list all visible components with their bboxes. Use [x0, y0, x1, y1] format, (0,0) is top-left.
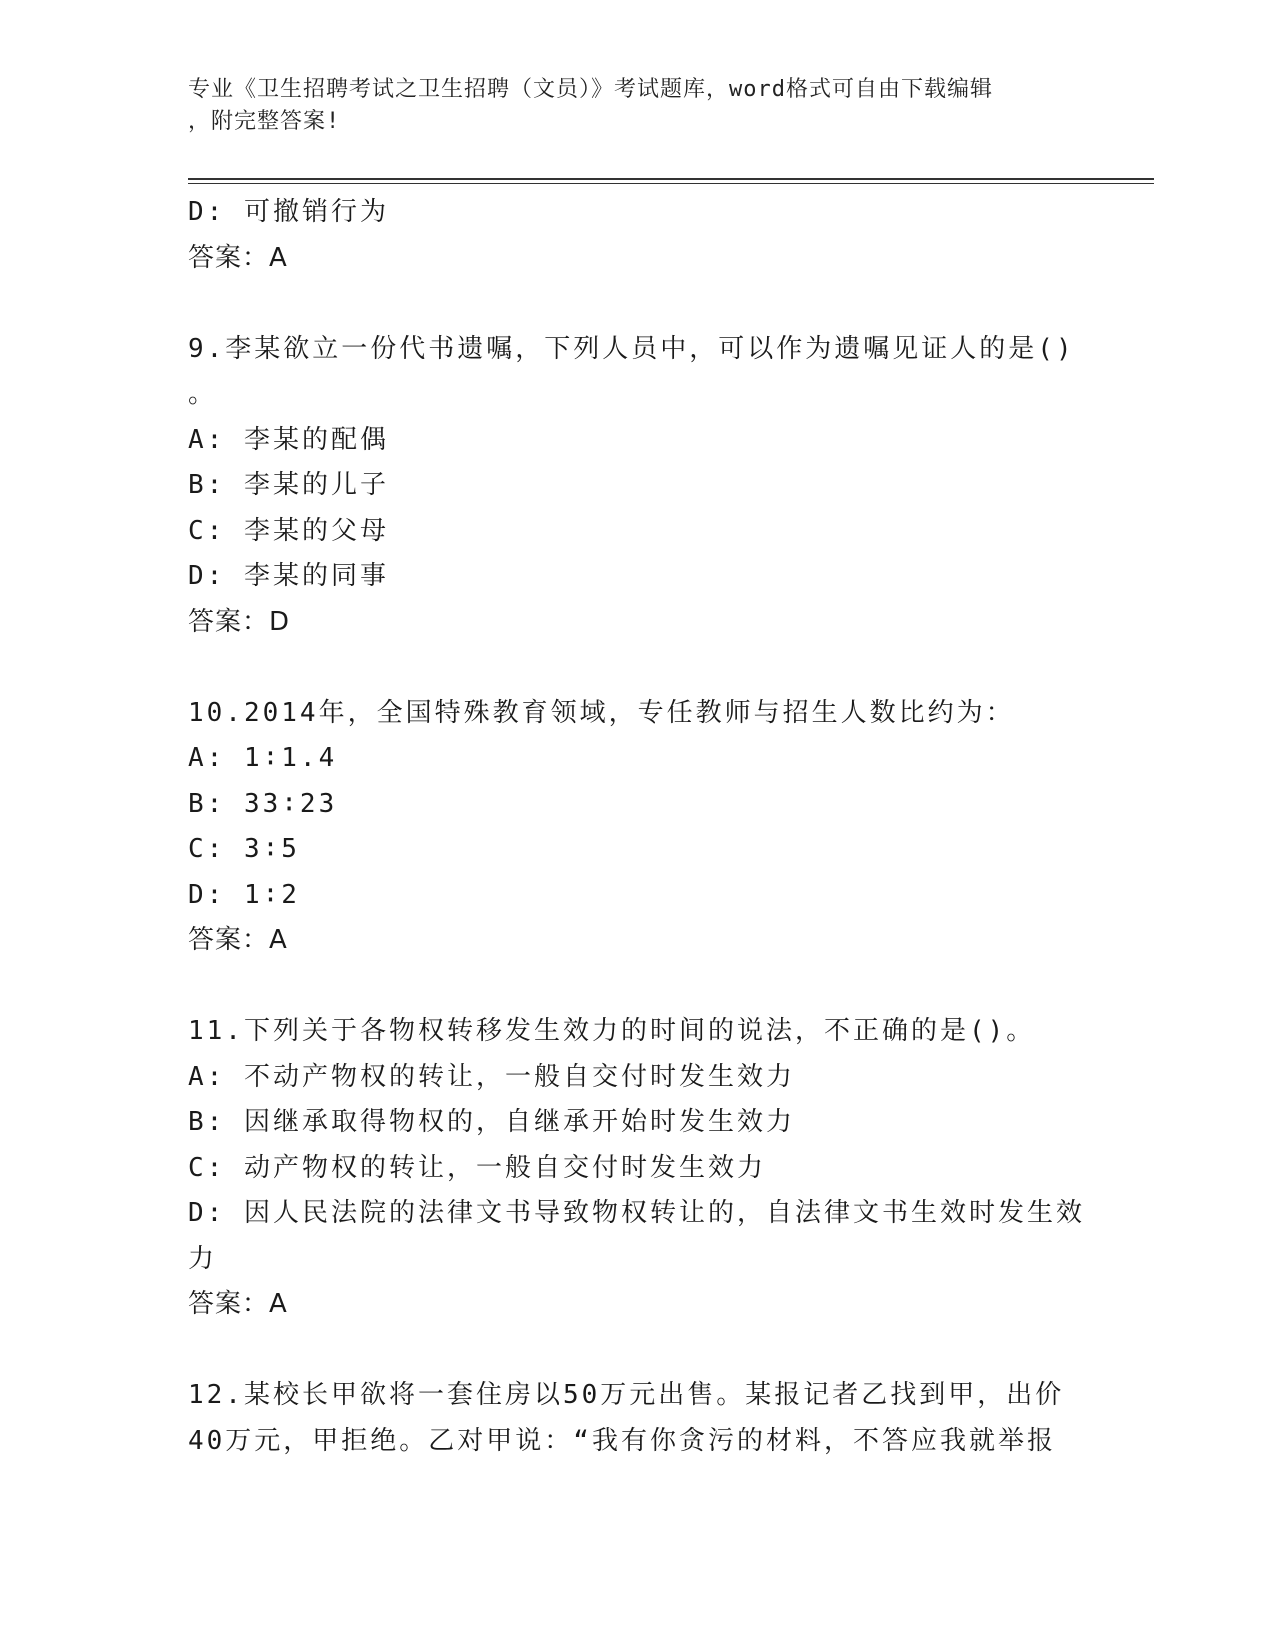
q11-option-d-line-2: 力 — [188, 1243, 218, 1274]
header-rule-thin — [188, 183, 1154, 184]
spacer — [188, 645, 1088, 691]
q10-answer: 答案：A — [188, 925, 288, 955]
spacer — [188, 281, 1088, 327]
document-header — [188, 74, 1078, 138]
q9-option-d: D: 李某的同事 — [188, 561, 389, 591]
q11-answer: 答案：A — [188, 1289, 288, 1319]
q11-option-d-line-1: D: 因人民法院的法律文书导致物权转让的，自法律文书生效时发生效 — [188, 1198, 1085, 1228]
q12-question-line-1: 12.某校长甲欲将一套住房以50万元出售。某报记者乙找到甲，出价 — [188, 1380, 1065, 1410]
q9-answer: 答案：D — [188, 606, 291, 637]
question-content — [188, 190, 1088, 1464]
q11-option-c: C: 动产物权的转让，一般自交付时发生效力 — [188, 1152, 766, 1183]
q8-answer: 答案：A — [188, 242, 288, 273]
spacer — [188, 964, 1088, 1010]
header-line-2: ，附完整答案! — [188, 109, 341, 134]
q9-question-line-2: 。 — [188, 379, 218, 409]
q10-option-b: B: 33∶23 — [188, 788, 338, 819]
spacer — [188, 1328, 1088, 1374]
header-rule-thick — [188, 178, 1154, 180]
q11-option-a: A: 不动产物权的转让，一般自交付时发生效力 — [188, 1061, 795, 1092]
q11-question: 11.下列关于各物权转移发生效力的时间的说法，不正确的是()。 — [188, 1016, 1036, 1046]
q10-option-c: C: 3∶5 — [188, 834, 300, 864]
q12-question-line-2: 40万元，甲拒绝。乙对甲说：“我有你贪污的材料，不答应我就举报 — [188, 1425, 1056, 1456]
q9-option-c: C: 李某的父母 — [188, 515, 389, 546]
q9-option-a: A: 李某的配偶 — [188, 424, 389, 455]
q10-option-a: A: 1∶1.4 — [188, 743, 338, 773]
q11-option-b: B: 因继承取得物权的，自继承开始时发生效力 — [188, 1107, 795, 1137]
q10-option-d: D: 1∶2 — [188, 879, 300, 910]
q9-option-b: B: 李某的儿子 — [188, 470, 389, 500]
q8-option-d: D: 可撤销行为 — [188, 197, 389, 227]
q9-question-line-1: 9.李某欲立一份代书遗嘱，下列人员中，可以作为遗嘱见证人的是() — [188, 333, 1075, 364]
q10-question: 10.2014年，全国特殊教育领域，专任教师与招生人数比约为： — [188, 697, 1015, 728]
header-line-1: 专业《卫生招聘考试之卫生招聘（文员）》考试题库，word格式可自由下载编辑 — [188, 77, 993, 102]
